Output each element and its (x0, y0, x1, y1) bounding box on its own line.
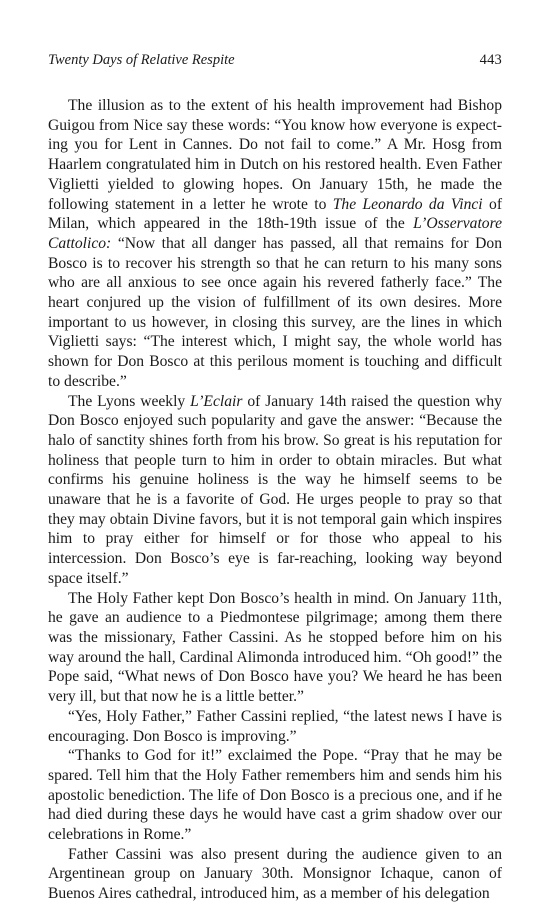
paragraph-text: of Milan, which appeared in the 18th-19th issue of the (48, 195, 503, 233)
running-title: Twenty Days of Relative Respite (48, 52, 235, 68)
book-page (48, 52, 502, 904)
paragraph (48, 746, 502, 845)
italic-title-text: The Leonardo da Vinci (332, 195, 483, 213)
page-number: 443 (479, 52, 502, 68)
paragraph-text: The Holy Father kept Don Bosco’s health in mind. On January 11th, he gave an audience to a Piedmontese pilgrimage; among them there was the missionary, Father Cassini. As he stopped before him on his way around the hall, Cardinal Alimonda introduced him. “Oh good!” the Pope said, “What news of Don Bosco have you? We heard he has been very ill, but that now he is a little better.” (48, 589, 502, 706)
paragraph-text: “Yes, Holy Father,” Father Cassini replied, “the latest news I have is encouraging. Don Bosco is improving.” (48, 707, 502, 745)
paragraph (48, 707, 502, 746)
paragraph (48, 589, 502, 707)
body-text (48, 96, 502, 904)
running-head (48, 52, 502, 70)
paragraph-text: of January 14th raised the question why Don Bosco enjoyed such popularity and gave the answer: “Because the halo of sanctity shines forth from his brow. So great is his reputation for holiness that people turn to him in order to obtain miracles. But what confirms his genuine holiness is the way he himself seems to be unaware that he is a favorite of God. He urges people to pray so that they may obtain Divine favors, but it is not temporal gain which inspires him to pray either for himself or for those who appeal to his intercession. Don Bosco’s eye is far-reaching, looking way beyond space itself.” (48, 392, 502, 587)
paragraph (48, 845, 502, 904)
paragraph-text: “Now that all danger has passed, all that remains for Don Bosco is to recover his strength so that he can return to his many sons who are all anxious to see once again his revered fatherly face.” The heart conjured up the vision of fulfillment of its own desires. More important to us however, in closing this survey, are the lines in which Viglietti says: “The interest which, I might say, the whole world has shown for Don Bosco at this perilous moment is touching and difficult to describe.” (48, 234, 502, 390)
paragraph (48, 392, 502, 589)
italic-title-text: L’Eclair (190, 392, 243, 410)
paragraph-text: Father Cassini was also present during the audience given to an Argentinean group on January 30th. Monsignor Ichaque, canon of Buenos Aires cathedral, introduced him, as a member of his delegation (48, 845, 502, 903)
italic-title-text: L’Osservatore Cattolico: (48, 215, 502, 252)
paragraph-text: “Thanks to God for it!” exclaimed the Pope. “Pray that he may be spared. Tell him that the Holy Father remembers him and sends him his apostolic benediction. The life of Don Bosco is a precious one, and if he had died during these days he would have cast a grim shadow over our celebrations in Rome.” (48, 747, 502, 844)
paragraph (48, 96, 502, 392)
paragraph-text: The illusion as to the extent of his health improvement had Bishop Guigou from Nice say these words: “You know how everyone is expecting you for Lent in Cannes. Do not fail to come.” A Mr. Hosg from Haarlem congratulated him in Dutch on his restored health. Even Father Viglietti yielded to glowing hopes. On January 15th, he made the following statement in a letter he wrote to (48, 97, 502, 213)
paragraph-text: The Lyons weekly (68, 392, 191, 410)
